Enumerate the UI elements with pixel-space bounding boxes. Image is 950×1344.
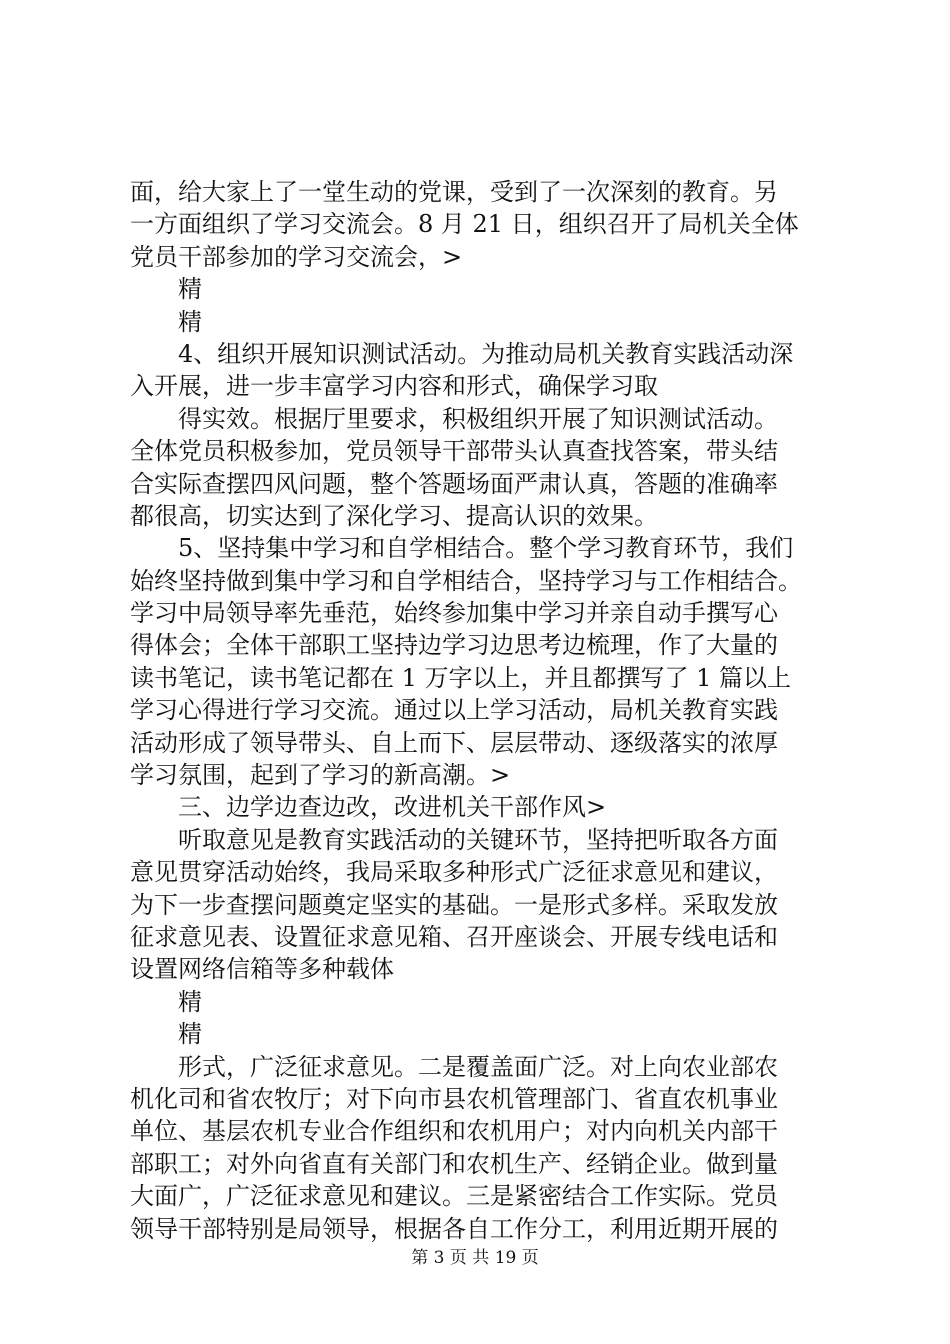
text-line: 4、组织开展知识测试活动。为推动局机关教育实践活动深: [178, 339, 794, 368]
text-line: 大面广，广泛征求意见和建议。三是紧密结合工作实际。党员: [130, 1182, 778, 1211]
text-line: 精: [178, 307, 202, 336]
text-line: 精: [178, 275, 202, 304]
text-line: 学习心得进行学习交流。通过以上学习活动，局机关教育实践: [130, 696, 778, 725]
text-line: 单位、基层农机专业合作组织和农机用户；对内向机关内部干: [130, 1117, 778, 1146]
text-line: 读书笔记，读书笔记都在 1 万字以上，并且都撰写了 1 篇以上: [130, 663, 792, 692]
text-line: 始终坚持做到集中学习和自学相结合，坚持学习与工作相结合。: [130, 566, 802, 595]
text-line: 设置网络信箱等多种载体: [130, 955, 394, 984]
text-line: 5、坚持集中学习和自学相结合。整个学习教育环节，我们: [178, 534, 794, 563]
text-line: 学习氛围，起到了学习的新高潮。>: [130, 761, 511, 790]
text-line: 精: [178, 1020, 202, 1049]
page-footer: 第 3 页 共 19 页: [411, 1248, 539, 1268]
text-line: 学习中局领导率先垂范，始终参加集中学习并亲自动手撰写心: [130, 599, 778, 628]
text-line: 形式，广泛征求意见。二是覆盖面广泛。对上向农业部农: [178, 1052, 778, 1081]
text-line: 得体会；全体干部职工坚持边学习边思考边梳理，作了大量的: [130, 631, 778, 660]
text-line: 领导干部特别是局领导，根据各自工作分工，利用近期开展的: [130, 1214, 778, 1243]
text-line: 部职工；对外向省直有关部门和农机生产、经销企业。做到量: [130, 1149, 778, 1178]
text-line: 机化司和省农牧厅；对下向市县农机管理部门、省直农机事业: [130, 1084, 778, 1113]
text-line: 入开展，进一步丰富学习内容和形式，确保学习取: [130, 372, 658, 401]
text-line: 得实效。根据厅里要求，积极组织开展了知识测试活动。: [178, 404, 778, 433]
text-line: 为下一步查摆问题奠定坚实的基础。一是形式多样。采取发放: [130, 890, 778, 919]
text-line: 党员干部参加的学习交流会，>: [130, 242, 463, 271]
text-line: 精: [178, 987, 202, 1016]
text-line: 合实际查摆四风问题，整个答题场面严肃认真，答题的准确率: [130, 469, 778, 498]
text-line: 都很高，切实达到了深化学习、提高认识的效果。: [130, 501, 658, 530]
text-line: 一方面组织了学习交流会。8 月 21 日，组织召开了局机关全体: [130, 210, 799, 239]
text-line: 面，给大家上了一堂生动的党课，受到了一次深刻的教育。另: [130, 178, 778, 206]
text-line: 三、边学边查边改，改进机关干部作风>: [178, 793, 607, 822]
document-body: [130, 176, 830, 1245]
text-line: 听取意见是教育实践活动的关键环节，坚持把听取各方面: [178, 825, 778, 854]
text-line: 全体党员积极参加，党员领导干部带头认真查找答案，带头结: [130, 437, 778, 466]
text-line: 意见贯穿活动始终，我局采取多种形式广泛征求意见和建议，: [130, 858, 778, 887]
text-line: 征求意见表、设置征求意见箱、召开座谈会、开展专线电话和: [130, 922, 778, 951]
text-line: 活动形成了领导带头、自上而下、层层带动、逐级落实的浓厚: [130, 728, 778, 757]
